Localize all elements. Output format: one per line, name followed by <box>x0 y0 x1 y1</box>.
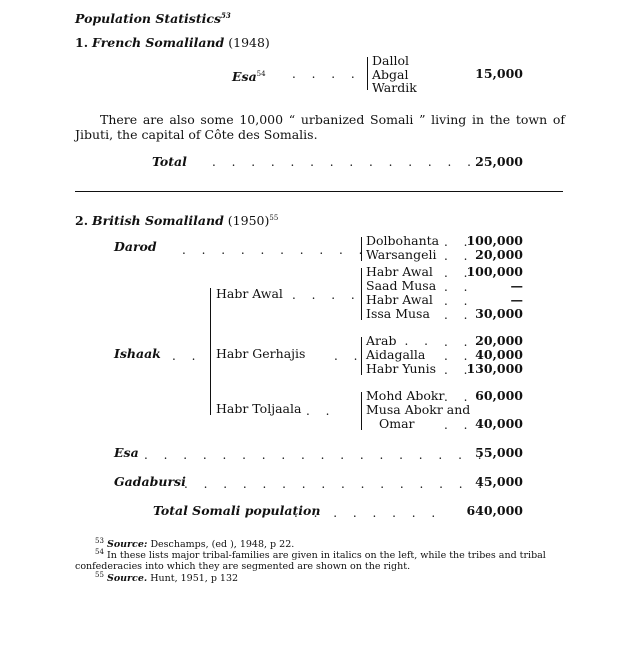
section-british-title <box>75 211 278 228</box>
leader-dots: . . <box>444 235 474 249</box>
footnote-text: Hunt, 1951, p 132 <box>150 573 239 585</box>
brace <box>361 392 362 430</box>
tribe-item: Saad Musa <box>366 278 437 293</box>
tribe-item: Abgal <box>372 67 409 82</box>
population-value: 30,000 <box>475 306 523 321</box>
leader-dots: . . <box>306 404 336 418</box>
population-value: 55,000 <box>475 445 523 460</box>
tribe-item: Dolbohanta <box>366 233 440 248</box>
tribe-item: Habr Awal <box>366 292 433 307</box>
group-esa-french <box>232 67 266 84</box>
section-year: (1948) <box>228 35 270 50</box>
page-title-text: Population Statistics <box>75 11 222 27</box>
brace <box>361 237 362 261</box>
subgroup-habr-awal: Habr Awal <box>216 286 283 301</box>
footnote-label: Source. <box>106 573 148 585</box>
footnote-ref-54: 54 <box>256 70 266 78</box>
population-value: 60,000 <box>475 388 523 403</box>
total-value: 640,000 <box>466 503 523 518</box>
brace <box>361 268 362 320</box>
leader-dots: . . . . . . . . . . . . . . <box>212 155 477 169</box>
tribe-item: Musa Abokr and <box>366 402 471 417</box>
footnote-number: 54 <box>95 548 104 556</box>
section-name: French Somaliland <box>92 35 225 50</box>
population-value: 130,000 <box>466 361 523 376</box>
leader-dots: . . <box>444 390 474 404</box>
brace <box>361 337 362 375</box>
population-value: 40,000 <box>475 347 523 362</box>
paragraph-urbanized: There are also some 10,000 “ urbanized Somali ” living in the town of Jibuti, the capital of Côte des Somalis. <box>75 112 565 142</box>
footnote-55 <box>95 570 238 584</box>
leader-dots: . . <box>444 266 474 280</box>
population-value: 20,000 <box>475 333 523 348</box>
footnote-ref-53: 53 <box>221 11 231 20</box>
leader-dots: . . . . <box>292 67 361 81</box>
footnote-ref-55: 55 <box>269 214 279 222</box>
subgroup-habr-toljaala: Habr Toljaala <box>216 401 302 416</box>
population-value: 40,000 <box>475 416 523 431</box>
leader-dots: . . <box>444 294 474 308</box>
total-value: 25,000 <box>475 154 523 169</box>
brace <box>367 57 368 90</box>
group-esa-british: Esa <box>114 445 139 460</box>
tribe-name: Arab <box>366 333 397 348</box>
population-value: 20,000 <box>475 247 523 262</box>
population-value: — <box>510 292 523 307</box>
group-label: Esa <box>232 69 257 85</box>
footnote-label: Source: <box>106 539 148 551</box>
population-value: — <box>510 278 523 293</box>
leader-dots: . . <box>444 308 474 322</box>
footnote-number: 55 <box>95 571 104 579</box>
footnote-number: 53 <box>95 537 104 545</box>
group-darod: Darod <box>114 239 157 254</box>
section-french-title <box>75 36 270 50</box>
population-value: 15,000 <box>475 66 523 81</box>
population-value: 100,000 <box>466 264 523 279</box>
leader-dots: . . . . . . . . . . <box>182 243 369 257</box>
total-label: Total Somali population <box>153 503 321 518</box>
total-label: Total <box>152 154 187 169</box>
leader-dots: . . <box>404 334 434 348</box>
leader-dots: . . <box>172 349 202 363</box>
tribe-item: Mohd Abokr <box>366 388 445 403</box>
page-title <box>75 9 231 26</box>
tribe-item <box>366 334 434 348</box>
section-number: 2. <box>75 213 89 229</box>
tribe-item: Warsangeli <box>366 247 437 262</box>
leader-dots: . . . . . . . . . . . . . . . . <box>184 477 489 491</box>
tribe-item: Wardik <box>372 80 417 95</box>
brace <box>210 288 211 415</box>
subgroup-habr-gerhajis: Habr Gerhajis <box>216 346 306 361</box>
population-value: 100,000 <box>466 233 523 248</box>
section-number: 1. <box>75 35 89 50</box>
group-gadabursi: Gadabursi <box>114 474 186 489</box>
footnote-54 <box>75 547 563 572</box>
leader-dots: . . <box>444 418 474 432</box>
leader-dots: . . <box>444 280 474 294</box>
section-year: (1950) <box>227 213 270 229</box>
leader-dots: . . . . <box>292 288 361 302</box>
footnote-text: Deschamps, (ed ), 1948, p 22. <box>150 539 295 551</box>
leader-dots: . . <box>444 349 474 363</box>
section-name: British Somaliland <box>92 213 224 229</box>
tribe-item: Aidagalla <box>366 347 426 362</box>
section-divider <box>75 191 563 192</box>
leader-dots: . . <box>444 335 474 349</box>
leader-dots: . . . . . . . . <box>294 506 442 520</box>
population-value: 45,000 <box>475 474 523 489</box>
tribe-item: Habr Yunis <box>366 361 436 376</box>
leader-dots: . . <box>444 249 474 263</box>
tribe-item: Habr Awal <box>366 264 433 279</box>
footnote-text: In these lists major tribal-families are given in italics on the left, while the tribes and tribal confederacies into which they are segmented are shown on the right. <box>75 550 546 573</box>
leader-dots: . . . . . . . . . . . . . . . . . . <box>144 448 488 462</box>
group-ishaak: Ishaak <box>114 346 161 361</box>
tribe-item: Omar <box>379 416 415 431</box>
tribe-item: Issa Musa <box>366 306 430 321</box>
leader-dots: . . <box>444 363 474 377</box>
tribe-item: Dallol <box>372 53 409 68</box>
leader-dots: . . <box>334 349 364 363</box>
